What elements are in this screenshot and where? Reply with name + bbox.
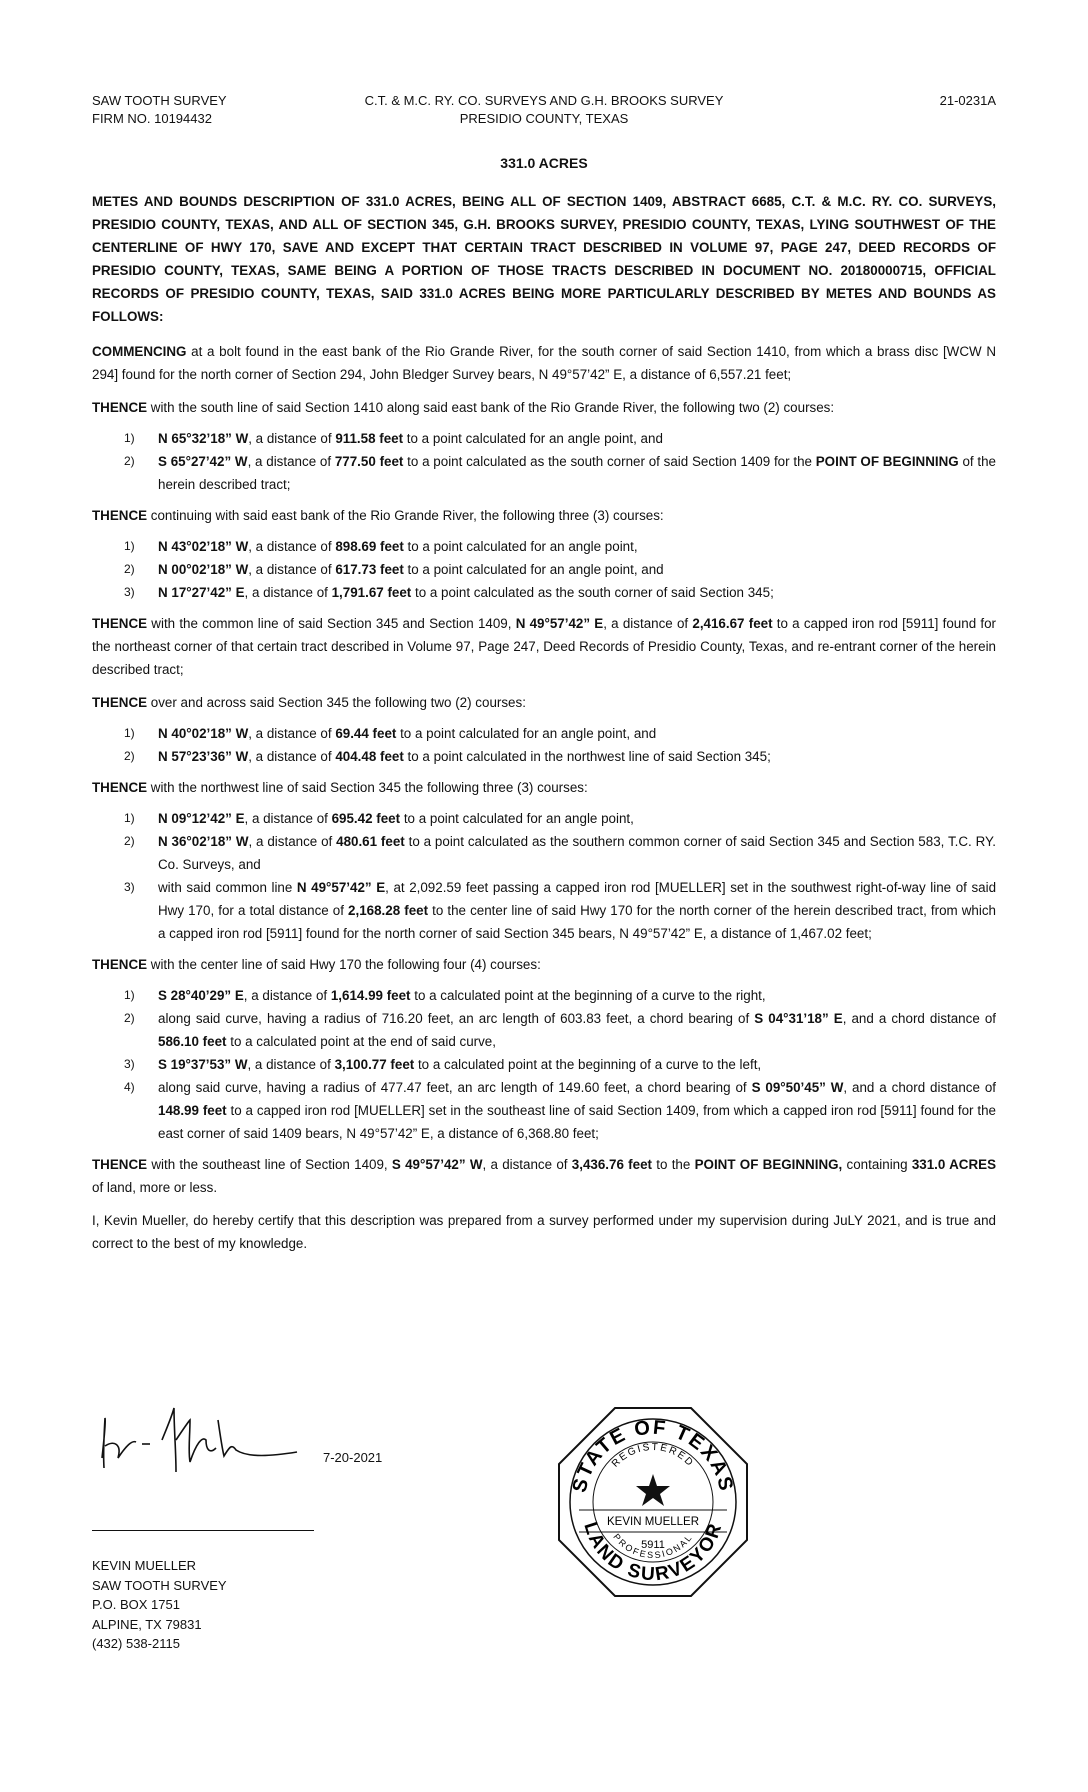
course-text-part: to a point calculated as the southern common corner of said Section 345 and Section 583, T.C. RY. Co. Surveys, and [158, 834, 996, 872]
course-bearing: N 40°02’18” W [158, 726, 249, 741]
course-text [148, 745, 996, 768]
signature-line [92, 1530, 314, 1531]
course-distance: 148.99 feet [158, 1103, 227, 1118]
course-item [124, 876, 996, 945]
surveyor-city: ALPINE, TX 79831 [92, 1616, 202, 1632]
certification-paragraph: I, Kevin Mueller, do hereby certify that this description was prepared from a survey performed under my supervision during JuLY 2021, and is true and correct to the best of my knowledge. [92, 1213, 996, 1251]
course-text-part: , a distance of [244, 585, 332, 600]
course-text-part: to a point calculated for an angle point, [400, 811, 634, 826]
surveyor-name: KEVIN MUELLER [92, 1558, 197, 1573]
seal-name: KEVIN MUELLER [606, 1516, 700, 1528]
course-bearing: S 28°40’29” E [158, 988, 244, 1003]
thence-paragraph-3 [92, 612, 996, 681]
thence-text: containing [842, 1157, 912, 1172]
course-distance: 2,168.28 feet [348, 903, 429, 918]
course-distance: 404.48 feet [335, 749, 404, 764]
course-bearing: N 49°57’42” E [296, 880, 386, 895]
course-list-5 [92, 807, 996, 945]
course-text-part: , a distance of [248, 834, 337, 849]
thence-paragraph-6 [92, 953, 996, 976]
course-bearing: N 00°02’18” W [158, 562, 249, 577]
course-text-part: , a distance of [248, 562, 336, 577]
thence-text: , a distance of [482, 1157, 572, 1172]
course-text-part: , a distance of [248, 431, 336, 446]
course-text-part: along said curve, having a radius of 477.47 feet, an arc length of 149.60 feet, a chord bearing of [158, 1080, 752, 1095]
course-item [124, 581, 996, 604]
course-number: 3) [124, 585, 135, 599]
course-bearing: N 49°57’42” E [515, 616, 604, 631]
course-text [148, 450, 996, 496]
signature-date: 7-20-2021 [323, 1450, 383, 1465]
course-distance: 586.10 feet [158, 1034, 227, 1049]
course-item [124, 745, 996, 768]
course-item [124, 450, 996, 496]
course-bearing: N 09°12’42” E [158, 811, 245, 826]
course-text [148, 558, 996, 581]
thence-lead: THENCE [92, 508, 148, 523]
course-distance: 898.69 feet [335, 539, 404, 554]
course-number: 2) [124, 1011, 135, 1025]
course-item [124, 807, 996, 830]
commencing-text: at a bolt found in the east bank of the Rio Grande River, for the south corner of said Section 1410, from which a brass disc [WCW N 294] found for the north corner of Section 294, John Bledger Survey bears, N 49°57’42” E, a distance of 6,557.21 feet; [92, 344, 996, 382]
thence-text: to a capped iron rod [5911] found for the northeast corner of that certain tract described in Volume 97, Page 247, Deed Records of Presidio County, Texas, and re-entrant corner of the herein described tract; [92, 616, 996, 677]
course-number: 2) [124, 749, 135, 763]
course-item [124, 558, 996, 581]
course-bearing: S 49°57’42” W [391, 1157, 483, 1172]
thence-paragraph-1 [92, 396, 996, 419]
thence-paragraph-5 [92, 776, 996, 799]
seal-professional-text: PROFESSIONAL [611, 1531, 695, 1561]
surveyor-seal [553, 1402, 753, 1602]
course-bearing: S 04°31’18” E [754, 1011, 843, 1026]
course-bearing: N 57°23’36” W [158, 749, 249, 764]
course-text [148, 807, 996, 830]
course-text [148, 876, 996, 945]
course-text-part: to a capped iron rod [MUELLER] set in the southeast line of said Section 1409, from which a capped iron rod [5911] found for the east corner of said 1409 bears, N 49°57’42” E, a distance of 6,368.80 feet; [158, 1103, 996, 1141]
course-text-part: of the herein described tract; [158, 454, 997, 492]
course-item [124, 1007, 996, 1053]
course-text [148, 984, 996, 1007]
course-number: 1) [124, 726, 135, 740]
course-text [148, 1053, 996, 1076]
course-bearing: N 65°32’18” W [158, 431, 249, 446]
course-text-part: to a calculated point at the beginning of a curve to the left, [414, 1057, 762, 1072]
surveyor-po-box: P.O. BOX 1751 [92, 1597, 180, 1612]
thence-text: with the south line of said Section 1410 along said east bank of the Rio Grande River, the following two (2) courses: [147, 400, 835, 415]
course-text-part: to a calculated point at the end of said curve, [226, 1034, 496, 1049]
intro-paragraph: METES AND BOUNDS DESCRIPTION OF 331.0 ACRES, BEING ALL OF SECTION 1409, ABSTRACT 6685, C.T. & M.C. RY. CO. SURVEYS, PRESIDIO COUNTY, TEXAS, AND ALL OF SECTION 345, G.H. BROOKS SURVEY, PRESIDIO COUNTY, TEXAS, LYING SOUTHWEST OF THE CENTERLINE OF HWY 170, SAVE AND EXCEPT THAT CERTAIN TRACT DESCRIBED IN VOLUME 97, PAGE 247, DEED RECORDS OF PRESIDIO COUNTY, TEXAS, SAME BEING A PORTION OF THOSE TRACTS DESCRIBED IN DOCUMENT NO. 20180000715, OFFICIAL RECORDS OF PRESIDIO COUNTY, TEXAS, SAID 331.0 ACRES BEING MORE PARTICULARLY DESCRIBED BY METES AND BOUNDS AS FOLLOWS: [92, 194, 996, 324]
course-number: 3) [124, 880, 135, 894]
course-text-part: to a point calculated as the south corner of said Section 345; [411, 585, 774, 600]
course-item [124, 535, 996, 558]
course-bearing: S 09°50’45” W [751, 1080, 844, 1095]
course-text-part: to a point calculated in the northwest line of said Section 345; [403, 749, 771, 764]
course-text-part: , a distance of [244, 811, 332, 826]
course-text-part: to the center line of said Hwy 170 for the north corner of the herein described tract, from which a capped iron rod [5911] found for the north corner of said Section 345 bears, N 49°57’42” E, a distance of 1,467.02 feet; [158, 903, 996, 941]
course-text-part: , and a chord distance of [842, 1011, 996, 1026]
star-icon [636, 1474, 670, 1506]
point-of-beginning: POINT OF BEGINNING, [694, 1157, 843, 1172]
course-number: 2) [124, 454, 135, 468]
course-text-part: to a point calculated for an angle point, [403, 539, 638, 554]
thence-lead: THENCE [92, 400, 148, 415]
course-distance: 3,100.77 feet [334, 1057, 415, 1072]
thence-lead: THENCE [92, 957, 148, 972]
thence-text: with the northwest line of said Section 345 the following three (3) courses: [147, 780, 588, 795]
course-distance: 2,416.67 feet [692, 616, 773, 631]
course-list-4 [92, 722, 996, 768]
course-number: 2) [124, 834, 135, 848]
thence-text: with the common line of said Section 345 and Section 1409, [147, 616, 516, 631]
point-of-beginning: POINT OF BEGINNING [815, 454, 959, 469]
document-title: 331.0 ACRES [500, 155, 588, 171]
course-text-part: to a point calculated for an angle point, and [403, 562, 664, 577]
course-item [124, 427, 996, 450]
seal-number: 5911 [641, 1539, 665, 1551]
signature-image [92, 1400, 322, 1480]
course-text [148, 830, 996, 876]
seal-top-text: STATE OF TEXAS [568, 1416, 738, 1495]
course-number: 1) [124, 988, 135, 1002]
thence-text: over and across said Section 345 the following two (2) courses: [147, 695, 526, 710]
course-text-part: , a distance of [248, 749, 336, 764]
thence-lead: THENCE [92, 616, 148, 631]
course-text-part: , a distance of [247, 454, 335, 469]
document-body [92, 190, 996, 1265]
seal-registered-text: REGISTERED [609, 1441, 697, 1470]
surveyor-phone: (432) 538-2115 [92, 1636, 180, 1651]
course-number: 2) [124, 562, 135, 576]
header-firm-number: FIRM NO. 10194432 [92, 111, 212, 126]
thence-lead: THENCE [92, 1157, 148, 1172]
course-list-2 [92, 535, 996, 604]
course-text [148, 535, 996, 558]
course-item [124, 722, 996, 745]
course-text-part: along said curve, having a radius of 716.20 feet, an arc length of 603.83 feet, a chord bearing of [158, 1011, 755, 1026]
course-number: 4) [124, 1080, 135, 1094]
course-bearing: N 36°02’18” W [158, 834, 249, 849]
thence-paragraph-4 [92, 691, 996, 714]
course-number: 1) [124, 811, 135, 825]
thence-paragraph-2 [92, 504, 996, 527]
header-survey-block [0, 92, 1088, 128]
course-text [148, 1007, 996, 1053]
header-county: PRESIDIO COUNTY, TEXAS [459, 111, 629, 126]
course-text-part: , at 2,092.59 feet passing a capped iron rod [MUELLER] set in the southwest right-of-way line of said Hwy 170, for a total distance of [158, 880, 997, 918]
course-distance: 3,436.76 feet [571, 1157, 652, 1172]
surveyor-address-block [92, 1556, 227, 1654]
commencing-lead: COMMENCING [92, 344, 187, 359]
course-text-part: to a point calculated for an angle point, and [403, 431, 663, 446]
course-text [148, 427, 996, 450]
course-text [148, 1076, 996, 1145]
course-number: 3) [124, 1057, 135, 1071]
thence-text: with the southeast line of Section 1409, [147, 1157, 392, 1172]
course-text-part: to a point calculated for an angle point, and [396, 726, 657, 741]
header-survey-name: C.T. & M.C. RY. CO. SURVEYS AND G.H. BROOKS SURVEY [364, 93, 724, 108]
course-text [148, 722, 996, 745]
thence-lead: THENCE [92, 695, 148, 710]
course-item [124, 1053, 996, 1076]
course-bearing: S 19°37’53” W [158, 1057, 248, 1072]
course-text-part: , and a chord distance of [843, 1080, 996, 1095]
thence-lead: THENCE [92, 780, 148, 795]
course-list-6 [92, 984, 996, 1145]
course-bearing: S 65°27’42” W [158, 454, 248, 469]
course-item [124, 984, 996, 1007]
header-job-number: 21-0231A [939, 93, 996, 108]
course-distance: 1,791.67 feet [331, 585, 412, 600]
thence-text: to the [652, 1157, 695, 1172]
commencing-paragraph [92, 340, 996, 386]
surveyor-company: SAW TOOTH SURVEY [92, 1577, 227, 1593]
course-list-1 [92, 427, 996, 496]
course-text-part: , a distance of [243, 988, 331, 1003]
course-number: 1) [124, 539, 135, 553]
total-acres: 331.0 ACRES [911, 1157, 996, 1172]
thence-text: with the center line of said Hwy 170 the following four (4) courses: [147, 957, 541, 972]
course-text-part: with said common line [158, 880, 297, 895]
thence-text: , a distance of [603, 616, 693, 631]
course-distance: 69.44 feet [335, 726, 397, 741]
course-number: 1) [124, 431, 135, 445]
course-distance: 911.58 feet [335, 431, 404, 446]
thence-text: of land, more or less. [92, 1180, 218, 1195]
course-distance: 617.73 feet [335, 562, 404, 577]
course-distance: 480.61 feet [336, 834, 405, 849]
course-item [124, 1076, 996, 1145]
course-text-part: to a point calculated as the south corner of said Section 1409 for the [403, 454, 816, 469]
course-item [124, 830, 996, 876]
course-text-part: , a distance of [248, 726, 336, 741]
course-text [148, 581, 996, 604]
header-firm-name: SAW TOOTH SURVEY [92, 93, 227, 108]
course-distance: 777.50 feet [334, 454, 404, 469]
course-distance: 695.42 feet [331, 811, 401, 826]
course-distance: 1,614.99 feet [330, 988, 411, 1003]
course-text-part: , a distance of [247, 1057, 335, 1072]
course-bearing: N 43°02’18” W [158, 539, 249, 554]
seal-bottom-text: LAND SURVEYOR [579, 1519, 727, 1586]
course-text-part: , a distance of [248, 539, 336, 554]
thence-text: continuing with said east bank of the Rio Grande River, the following three (3) courses: [147, 508, 664, 523]
course-bearing: N 17°27’42” E [158, 585, 245, 600]
course-text-part: to a calculated point at the beginning of a curve to the right, [410, 988, 766, 1003]
thence-paragraph-7 [92, 1153, 996, 1199]
